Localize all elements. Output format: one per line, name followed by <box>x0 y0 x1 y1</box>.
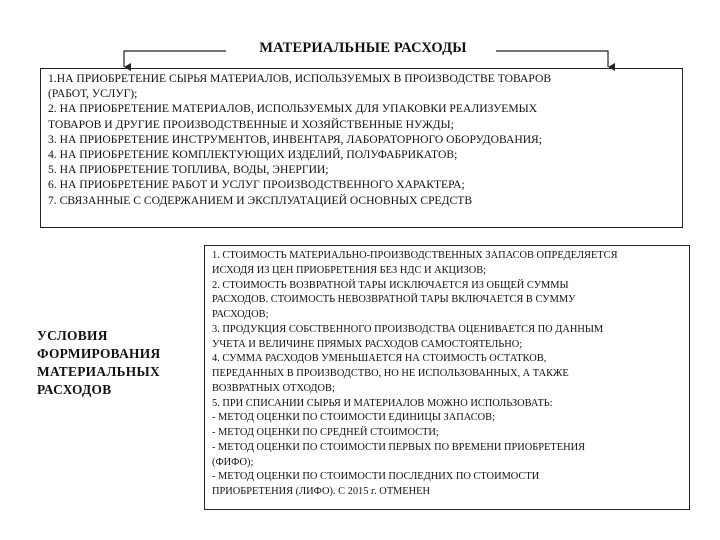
conditions-label-line: ФОРМИРОВАНИЯ <box>37 346 161 361</box>
expense-item-line: 5. НА ПРИОБРЕТЕНИЕ ТОПЛИВА, ВОДЫ, ЭНЕРГИИ; <box>48 163 329 177</box>
expenses-list-box <box>40 68 683 228</box>
expense-item-line: 4. НА ПРИОБРЕТЕНИЕ КОМПЛЕКТУЮЩИХ ИЗДЕЛИЙ, ПОЛУФАБРИКАТОВ; <box>48 148 458 162</box>
condition-item-line: ПЕРЕДАННЫХ В ПРОИЗВОДСТВО, НО НЕ ИСПОЛЬЗОВАННЫХ, А ТАКЖЕ <box>212 368 569 379</box>
expense-item-line: ТОВАРОВ И ДРУГИЕ ПРОИЗВОДСТВЕННЫЕ И ХОЗЯЙСТВЕННЫЕ НУЖДЫ; <box>48 117 454 131</box>
condition-item-line: УЧЕТА И ВЕЛИЧИНЕ ПРЯМЫХ РАСХОДОВ САМОСТОЯТЕЛЬНО; <box>212 338 523 350</box>
expense-item-line: 6. НА ПРИОБРЕТЕНИЕ РАБОТ И УСЛУГ ПРОИЗВОДСТВЕННОГО ХАРАКТЕРА; <box>48 178 465 192</box>
expense-item-line: 2. НА ПРИОБРЕТЕНИЕ МАТЕРИАЛОВ, ИСПОЛЬЗУЕМЫХ ДЛЯ УПАКОВКИ РЕАЛИЗУЕМЫХ <box>48 102 538 116</box>
condition-item-line: 2. СТОИМОСТЬ ВОЗВРАТНОЙ ТАРЫ ИСКЛЮЧАЕТСЯ ИЗ ОБЩЕЙ СУММЫ <box>212 279 569 291</box>
condition-item-line: 1. СТОИМОСТЬ МАТЕРИАЛЬНО-ПРОИЗВОДСТВЕННЫХ ЗАПАСОВ ОПРЕДЕЛЯЕТСЯ <box>212 250 618 261</box>
condition-item-line: ПРИОБРЕТЕНИЯ (ЛИФО). С 2015 г. ОТМЕНЕН <box>212 486 430 497</box>
expense-item-line: 3. НА ПРИОБРЕТЕНИЕ ИНСТРУМЕНТОВ, ИНВЕНТАРЯ, ЛАБОРАТОРНОГО ОБОРУДОВАНИЯ; <box>48 132 543 146</box>
condition-item-line: (ФИФО); <box>212 456 254 468</box>
condition-item-line: 5. ПРИ СПИСАНИИ СЫРЬЯ И МАТЕРИАЛОВ МОЖНО ИСПОЛЬЗОВАТЬ: <box>212 397 553 409</box>
condition-item-line: РАСХОДОВ; <box>212 309 269 320</box>
expense-item-line: 1.НА ПРИОБРЕТЕНИЕ СЫРЬЯ МАТЕРИАЛОВ, ИСПОЛЬЗУЕМЫХ В ПРОИЗВОДСТВЕ ТОВАРОВ <box>48 72 552 85</box>
conditions-list-box <box>204 245 690 510</box>
page-title: МАТЕРИАЛЬНЫЕ РАСХОДЫ <box>259 40 467 56</box>
condition-item-line: - МЕТОД ОЦЕНКИ ПО СТОИМОСТИ ПЕРВЫХ ПО ВРЕМЕНИ ПРИОБРЕТЕНИЯ <box>212 441 586 453</box>
conditions-label-line: РАСХОДОВ <box>37 382 112 397</box>
expense-item-line: (РАБОТ, УСЛУГ); <box>48 87 138 101</box>
conditions-label <box>37 327 197 399</box>
condition-item-line: ВОЗВРАТНЫХ ОТХОДОВ; <box>212 382 335 394</box>
condition-item-line: РАСХОДОВ. СТОИМОСТЬ НЕВОЗВРАТНОЙ ТАРЫ ВКЛЮЧАЕТСЯ В СУММУ <box>212 294 576 306</box>
condition-item-line: - МЕТОД ОЦЕНКИ ПО СТОИМОСТИ ЕДИНИЦЫ ЗАПАСОВ; <box>212 412 495 424</box>
conditions-label-line: МАТЕРИАЛЬНЫХ <box>37 364 160 379</box>
left-connector-arrow <box>124 51 226 67</box>
right-connector-arrow <box>496 51 608 67</box>
conditions-label-line: УСЛОВИЯ <box>37 328 108 343</box>
condition-item-line: - МЕТОД ОЦЕНКИ ПО СТОИМОСТИ ПОСЛЕДНИХ ПО СТОИМОСТИ <box>212 471 540 483</box>
condition-item-line: ИСХОДЯ ИЗ ЦЕН ПРИОБРЕТЕНИЯ БЕЗ НДС И АКЦИЗОВ; <box>212 264 487 276</box>
condition-item-line: - МЕТОД ОЦЕНКИ ПО СРЕДНЕЙ СТОИМОСТИ; <box>212 427 439 438</box>
condition-item-line: 4. СУММА РАСХОДОВ УМЕНЬШАЕТСЯ НА СТОИМОСТЬ ОСТАТКОВ, <box>212 353 547 365</box>
condition-item-line: 3. ПРОДУКЦИЯ СОБСТВЕННОГО ПРОИЗВОДСТВА ОЦЕНИВАЕТСЯ ПО ДАННЫМ <box>212 323 604 335</box>
expense-item-line: 7. СВЯЗАННЫЕ С СОДЕРЖАНИЕМ И ЭКСПЛУАТАЦИЕЙ ОСНОВНЫХ СРЕДСТВ <box>48 193 473 207</box>
